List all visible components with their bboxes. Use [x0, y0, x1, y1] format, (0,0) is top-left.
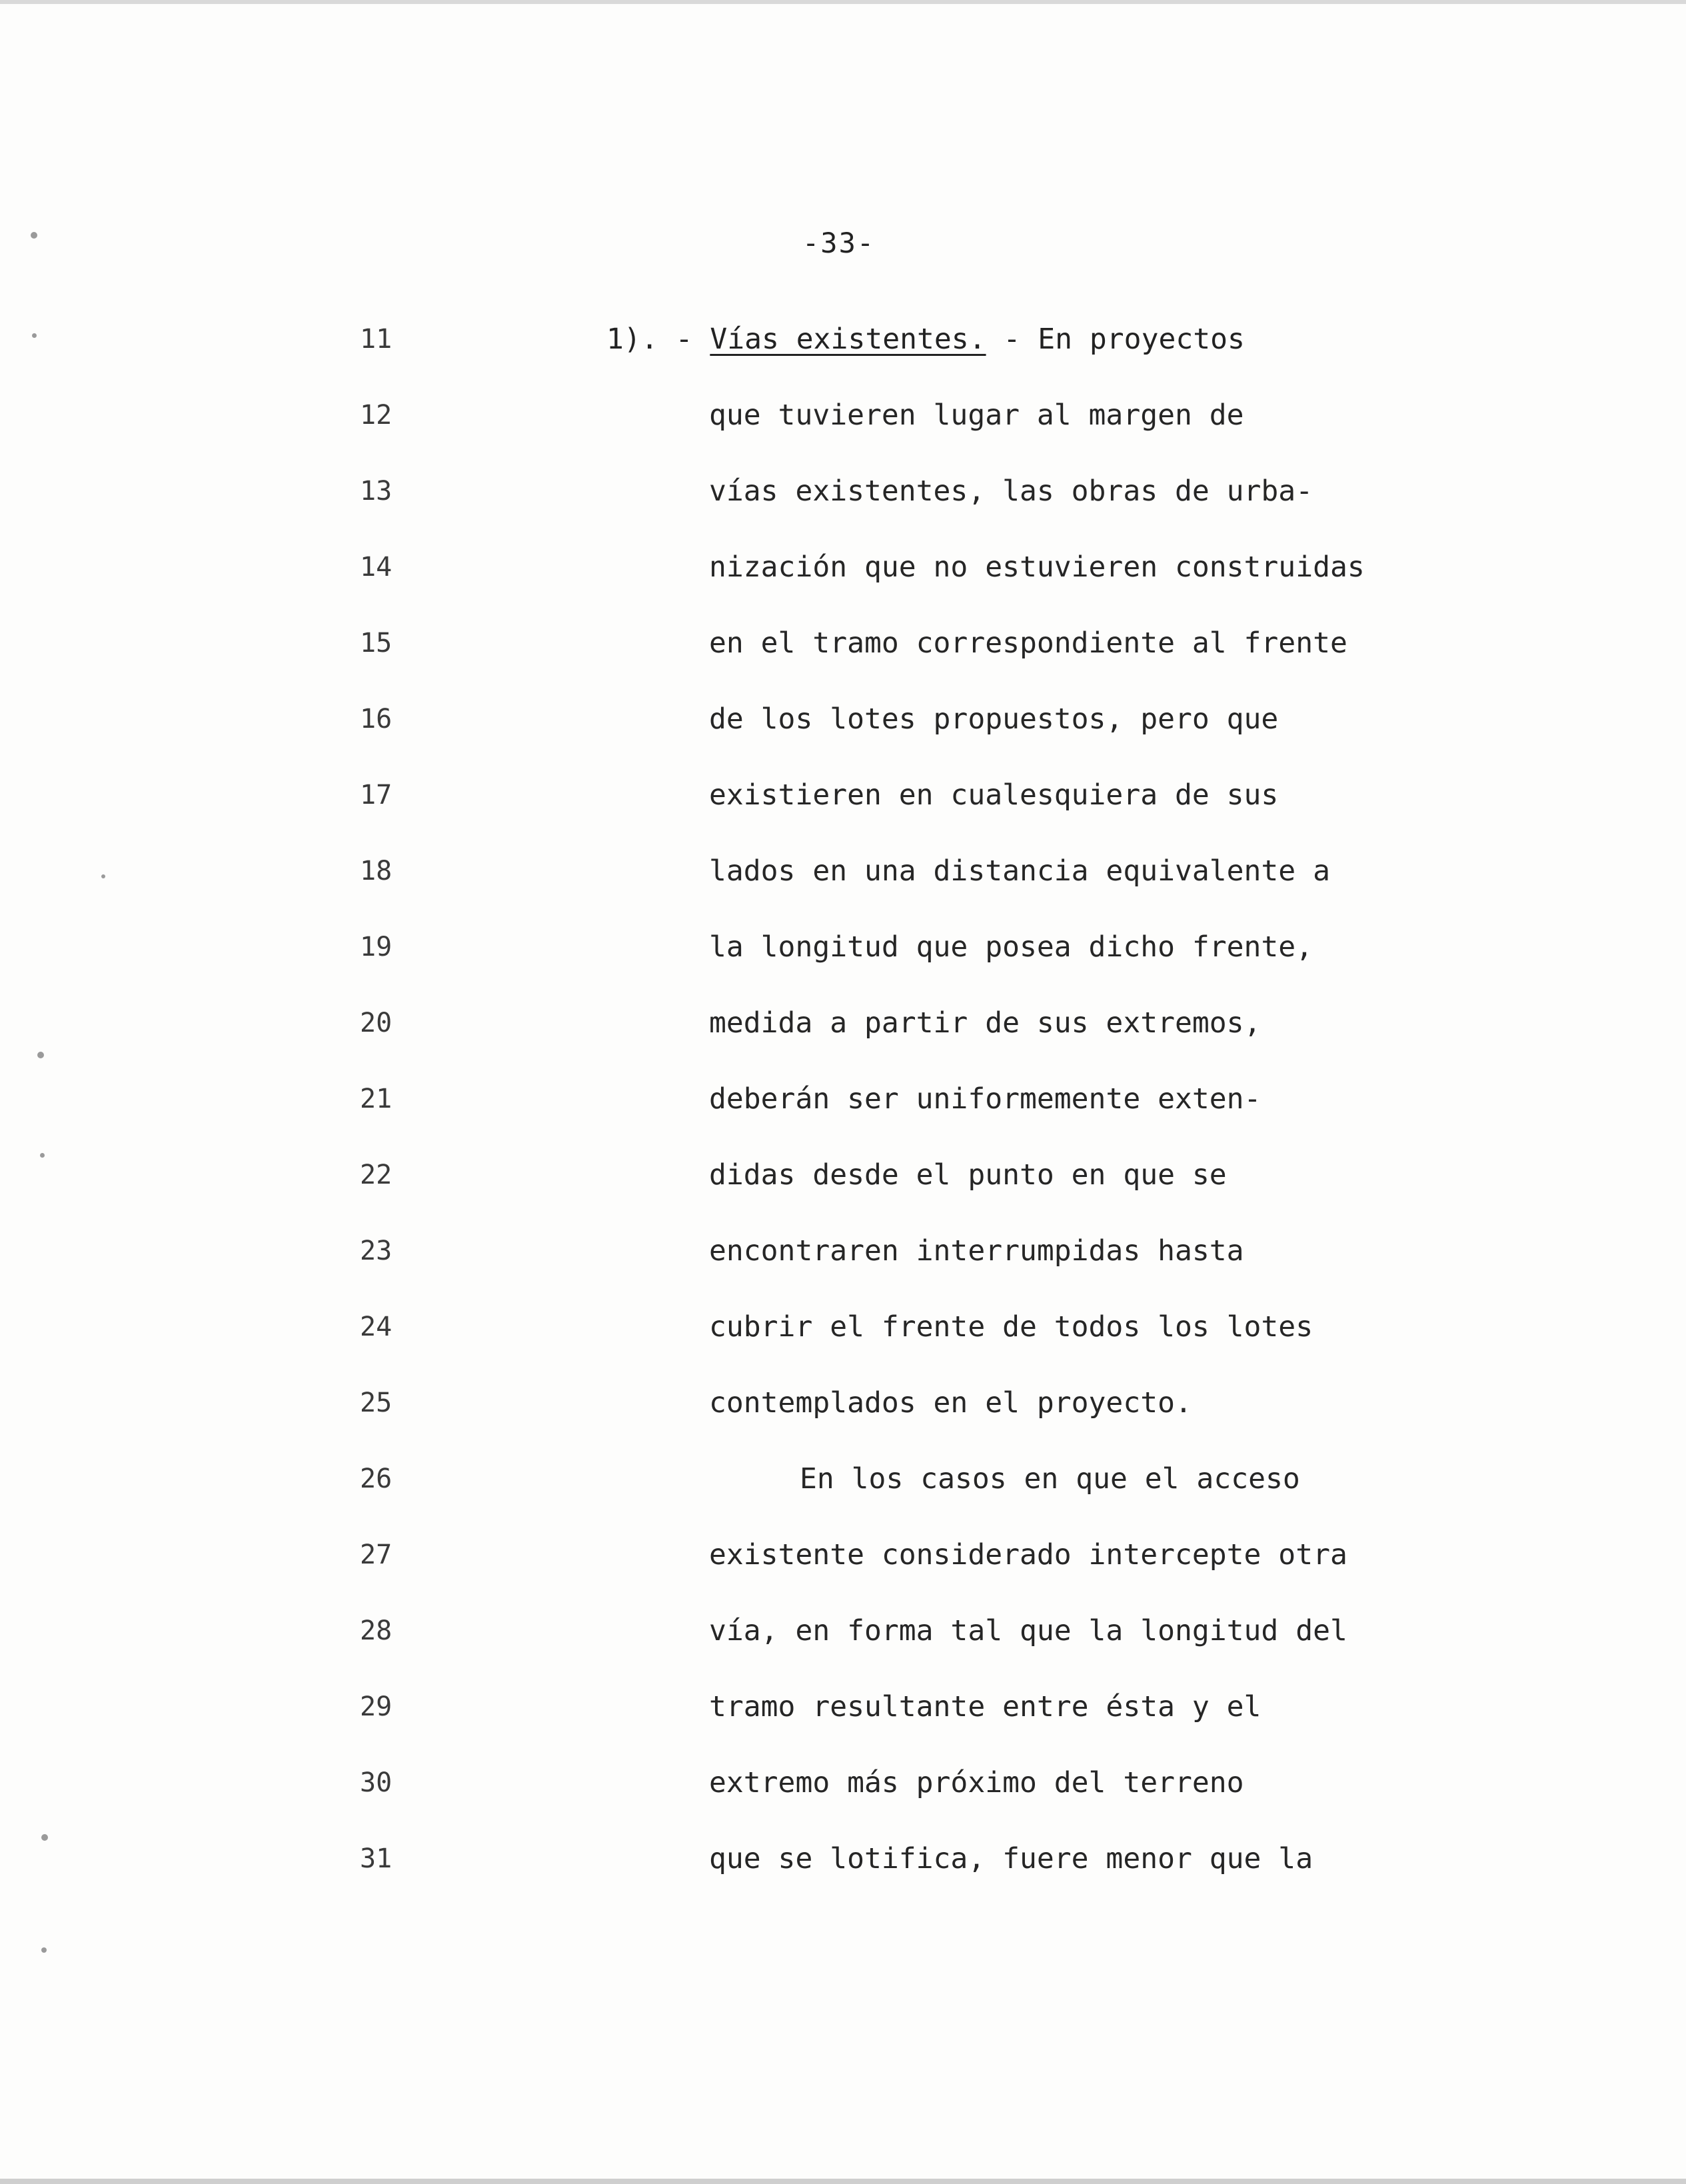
body-line: la longitud que posea dicho frente,: [709, 930, 1313, 964]
line-number: 15: [360, 628, 393, 658]
margin-mark-3: [101, 874, 105, 878]
line-number: 24: [360, 1312, 393, 1342]
line-number: 30: [360, 1767, 393, 1798]
body-line: de los lotes propuestos, pero que: [709, 702, 1279, 736]
line-number: 29: [360, 1691, 393, 1722]
body-line: existente considerado intercepte otra: [709, 1538, 1347, 1572]
section-heading-line: [606, 323, 1245, 356]
section-dash: -: [675, 323, 693, 356]
line-number: 26: [360, 1464, 393, 1494]
margin-mark-7: [41, 1947, 47, 1953]
line-number: 31: [360, 1843, 393, 1874]
body-line: lados en una distancia equivalente a: [709, 854, 1330, 888]
line-number: 12: [360, 400, 393, 431]
section-heading: Vías existentes.: [710, 323, 986, 356]
body-line: vía, en forma tal que la longitud del: [709, 1614, 1347, 1647]
section-marker: 1).: [606, 323, 658, 356]
body-line: cubrir el frente de todos los lotes: [709, 1310, 1313, 1344]
line-number: 21: [360, 1084, 393, 1114]
body-line: vías existentes, las obras de urba-: [709, 475, 1313, 508]
line-number: 28: [360, 1616, 393, 1646]
body-line: tramo resultante entre ésta y el: [709, 1690, 1262, 1723]
line-number: 27: [360, 1540, 393, 1570]
body-line: didas desde el punto en que se: [709, 1158, 1227, 1192]
page-bottom-edge: [0, 2179, 1686, 2184]
line-number: 20: [360, 1008, 393, 1038]
body-line: deberán ser uniformemente exten-: [709, 1082, 1262, 1116]
page-number: -33-: [802, 227, 876, 259]
line-number: 19: [360, 932, 393, 962]
body-line: nización que no estuvieren construidas: [709, 550, 1365, 584]
line-number: 17: [360, 780, 393, 810]
body-line: extremo más próximo del terreno: [709, 1766, 1244, 1799]
line-number: 13: [360, 476, 393, 507]
margin-mark-1: [31, 232, 37, 239]
line-number: 22: [360, 1160, 393, 1190]
body-line: que se lotifica, fuere menor que la: [709, 1842, 1313, 1875]
body-line: que tuvieren lugar al margen de: [709, 399, 1244, 432]
body-line: contemplados en el proyecto.: [709, 1386, 1192, 1420]
line-number: 18: [360, 856, 393, 886]
body-line: existieren en cualesquiera de sus: [709, 778, 1279, 812]
line-number: 23: [360, 1236, 393, 1266]
section-dash: -: [1003, 323, 1021, 356]
line-number: 14: [360, 552, 393, 582]
margin-mark-5: [40, 1153, 45, 1158]
margin-mark-6: [41, 1834, 48, 1841]
body-line: medida a partir de sus extremos,: [709, 1006, 1262, 1040]
line-number: 16: [360, 704, 393, 734]
body-line: En proyectos: [1038, 323, 1245, 356]
margin-mark-2: [32, 333, 37, 338]
paragraph-start-line: En los casos en que el acceso: [800, 1462, 1300, 1496]
line-number: 11: [360, 324, 393, 355]
margin-mark-4: [37, 1052, 44, 1058]
body-line: encontraren interrumpidas hasta: [709, 1234, 1244, 1268]
body-line: en el tramo correspondiente al frente: [709, 626, 1347, 660]
page-top-edge: [0, 0, 1686, 4]
line-number: 25: [360, 1388, 393, 1418]
